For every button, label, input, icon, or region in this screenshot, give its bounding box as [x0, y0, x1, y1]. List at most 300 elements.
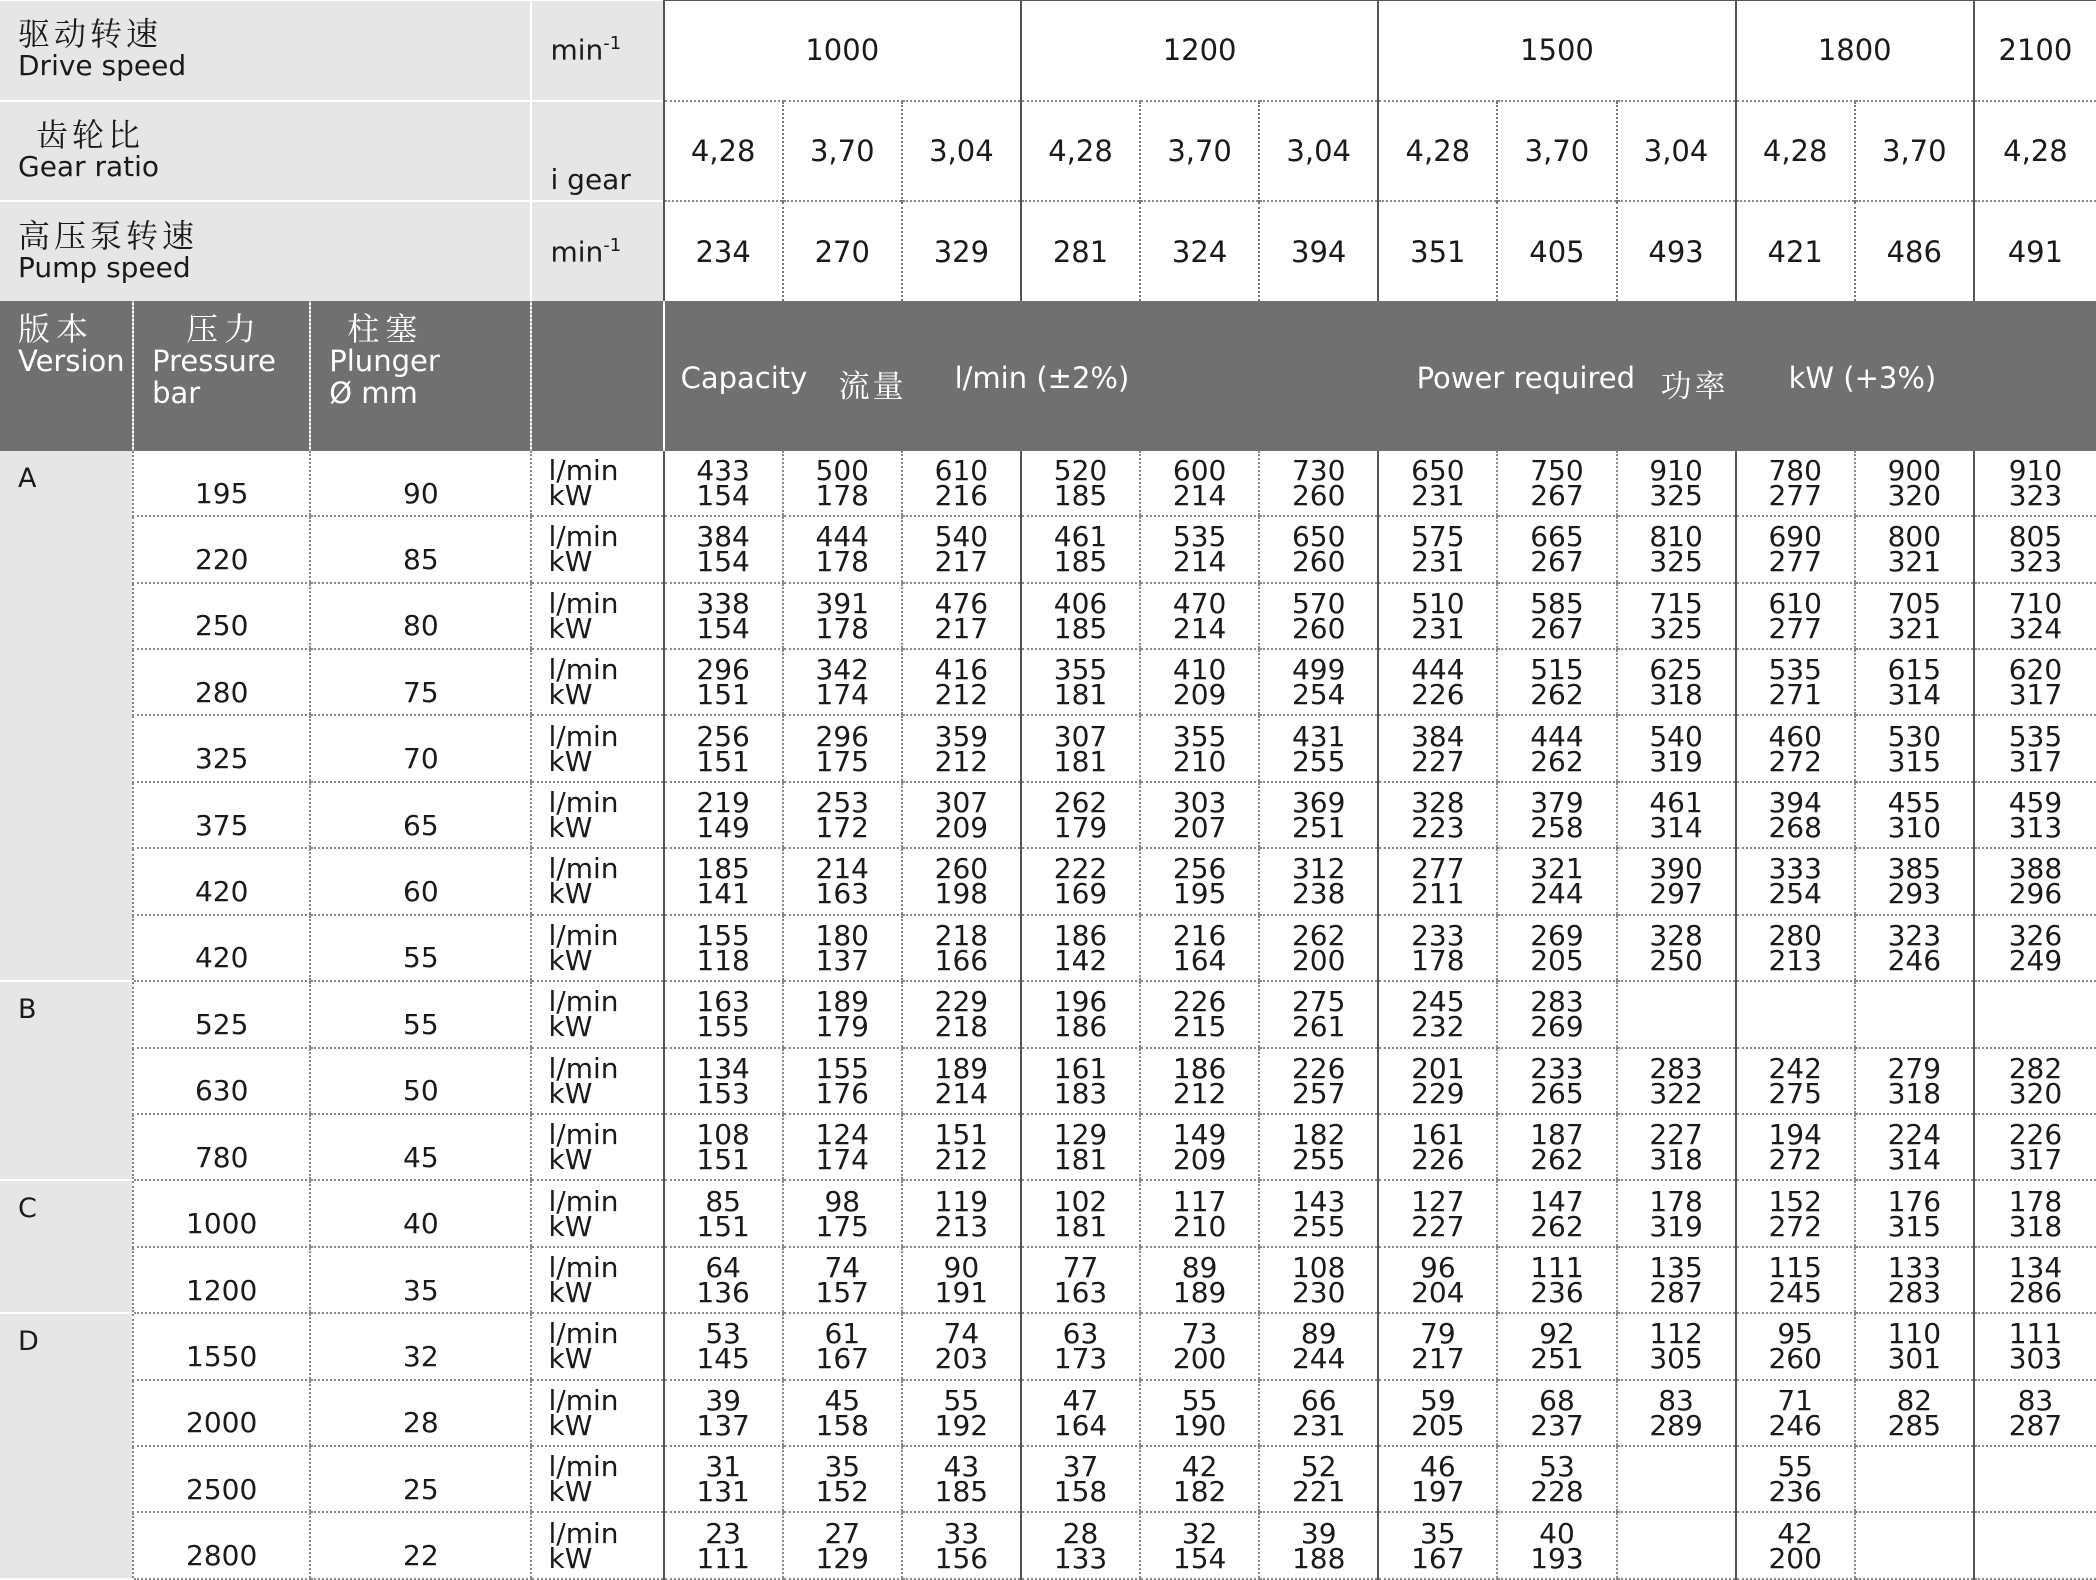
flow-value: 275	[1291, 985, 1346, 1019]
power-unit: kW	[548, 877, 593, 911]
power-value: 261	[1291, 1010, 1346, 1044]
data-cell	[1497, 715, 1616, 781]
flow-value: 515	[1530, 653, 1584, 687]
flow-value: 110	[1887, 1317, 1942, 1351]
data-cell	[1259, 848, 1378, 914]
power-value: 322	[1649, 1076, 1703, 1110]
power-value: 181	[1053, 1143, 1108, 1177]
power-value: 297	[1649, 877, 1703, 911]
data-cell	[1378, 1247, 1497, 1313]
data-cell	[1736, 1380, 1855, 1446]
data-cell	[783, 1313, 902, 1379]
data-cell	[902, 715, 1021, 781]
power-value: 254	[1291, 678, 1346, 712]
flow-value: 665	[1530, 520, 1584, 554]
data-cell	[1497, 1114, 1616, 1180]
pump-speed-value: 491	[1974, 201, 2096, 301]
flow-value: 35	[1420, 1516, 1456, 1550]
data-cell	[783, 1247, 902, 1313]
data-cell	[1855, 1313, 1974, 1379]
data-cell	[783, 915, 902, 981]
flow-value: 296	[815, 719, 869, 753]
power-value: 203	[934, 1342, 989, 1376]
flow-value: 161	[1411, 1118, 1465, 1152]
plunger-value: 40	[310, 1180, 531, 1246]
flow-value: 31	[705, 1450, 741, 1484]
unit-label	[531, 1247, 663, 1313]
data-cell	[902, 1048, 1021, 1114]
data-cell	[1021, 715, 1140, 781]
power-value	[1618, 1479, 1735, 1504]
power-value: 212	[934, 678, 989, 712]
data-cell	[783, 782, 902, 848]
power-value: 185	[1053, 611, 1108, 645]
flow-value: 499	[1291, 653, 1346, 687]
flow-value: 326	[2008, 918, 2063, 952]
power-value: 325	[1649, 611, 1703, 645]
flow-value: 280	[1768, 918, 1822, 952]
drive-speed-value: 1200	[1021, 1, 1378, 101]
flow-value: 262	[1291, 918, 1346, 952]
flow-value: 710	[2008, 586, 2063, 620]
data-cell	[664, 981, 783, 1047]
power-value: 226	[1411, 678, 1465, 712]
flow-value: 227	[1649, 1118, 1703, 1152]
data-cell	[1617, 1114, 1736, 1180]
data-cell	[1974, 1512, 2096, 1579]
flow-value: 312	[1291, 852, 1346, 886]
data-cell	[1140, 1313, 1259, 1379]
data-cell	[902, 1512, 1021, 1579]
data-cell	[1736, 1114, 1855, 1180]
flow-value: 303	[1172, 786, 1227, 820]
flow-value: 83	[1658, 1383, 1694, 1417]
data-cell	[664, 1313, 783, 1379]
power-value: 191	[934, 1276, 989, 1309]
data-cell	[1736, 782, 1855, 848]
power-value: 111	[696, 1541, 750, 1575]
data-cell	[1855, 1114, 1974, 1180]
flow-value: 260	[934, 852, 989, 886]
flow-unit: l/min	[548, 786, 619, 820]
flow-unit: l/min	[548, 719, 619, 753]
flow-value: 218	[934, 918, 989, 952]
flow-value: 55	[1777, 1450, 1813, 1484]
flow-value: 92	[1539, 1317, 1575, 1351]
power-value: 178	[815, 545, 869, 579]
data-cell	[1617, 583, 1736, 649]
power-unit: kW (+3%)	[1788, 361, 1937, 396]
data-cell	[902, 782, 1021, 848]
power-value: 181	[1053, 678, 1108, 712]
unit-label	[531, 715, 663, 781]
data-cell	[1021, 516, 1140, 582]
data-cell	[1497, 1380, 1616, 1446]
flow-value: 307	[1053, 719, 1108, 753]
flow-unit: l/min	[548, 1051, 619, 1085]
data-cell	[1021, 1247, 1140, 1313]
data-cell	[1855, 1446, 1974, 1512]
power-value: 200	[1291, 943, 1346, 977]
power-value: 209	[934, 811, 989, 845]
pump-speed-value: 405	[1497, 201, 1616, 301]
power-value: 310	[1887, 811, 1942, 845]
data-cell	[1140, 649, 1259, 715]
flow-value: 379	[1530, 786, 1584, 820]
power-value: 289	[1649, 1408, 1703, 1442]
unit-label	[531, 848, 663, 914]
data-cell	[1021, 782, 1140, 848]
data-cell	[1974, 848, 2096, 914]
flow-value: 282	[2008, 1051, 2063, 1085]
flow-unit: l/min	[548, 1450, 619, 1484]
data-cell	[902, 1380, 1021, 1446]
data-cell	[1736, 583, 1855, 649]
flow-value: 102	[1053, 1184, 1108, 1218]
flow-value: 53	[705, 1317, 741, 1351]
power-value: 181	[1053, 744, 1108, 778]
flow-unit: l/min	[548, 586, 619, 620]
flow-value: 690	[1768, 520, 1822, 554]
power-value: 321	[1887, 611, 1942, 645]
power-value: 179	[815, 1010, 869, 1044]
flow-value: 625	[1649, 653, 1703, 687]
power-value: 231	[1411, 545, 1465, 579]
table-row	[0, 1247, 2096, 1313]
data-cell	[1974, 516, 2096, 582]
flow-value: 342	[815, 653, 869, 687]
power-value: 320	[1887, 479, 1942, 513]
power-value: 176	[815, 1076, 869, 1110]
data-cell	[1378, 451, 1497, 516]
flow-value: 47	[1062, 1383, 1099, 1417]
pump-speed-label: 高压泵转速 Pump speed	[0, 201, 531, 301]
power-value: 137	[696, 1408, 750, 1442]
flow-value: 182	[1291, 1118, 1346, 1152]
version-header: 版本 Version	[0, 301, 133, 451]
power-value: 210	[1172, 744, 1227, 778]
flow-value: 98	[824, 1184, 861, 1218]
flow-value: 242	[1768, 1051, 1822, 1085]
pressure-value: 195	[133, 451, 310, 516]
table-row	[0, 848, 2096, 914]
flow-value: 433	[696, 454, 750, 488]
drive-speed-value: 2100	[1974, 1, 2096, 101]
pump-speed-value: 493	[1617, 201, 1736, 301]
power-value: 141	[696, 877, 750, 911]
flow-value: 189	[934, 1051, 989, 1085]
power-unit: kW	[548, 744, 593, 778]
flow-value: 85	[705, 1184, 741, 1218]
data-cell	[1497, 1247, 1616, 1313]
pressure-value: 2500	[133, 1446, 310, 1512]
power-value: 214	[1172, 545, 1227, 579]
flow-value: 219	[696, 786, 750, 820]
power-value: 212	[934, 744, 989, 778]
data-cell	[1140, 1446, 1259, 1512]
data-cell	[1140, 715, 1259, 781]
power-value: 137	[815, 943, 869, 977]
power-value: 158	[815, 1408, 869, 1442]
unit-label	[531, 915, 663, 981]
power-value: 192	[934, 1408, 989, 1442]
flow-value: 79	[1420, 1317, 1456, 1351]
power-value: 200	[1768, 1541, 1822, 1575]
pressure-value: 2800	[133, 1512, 310, 1579]
data-cell	[783, 583, 902, 649]
flow-value: 459	[2008, 786, 2063, 820]
flow-value: 535	[2008, 719, 2063, 753]
data-cell	[1497, 1180, 1616, 1246]
plunger-value: 32	[310, 1313, 531, 1379]
power-value: 262	[1530, 678, 1584, 712]
data-cell	[1617, 451, 1736, 516]
plunger-header: 柱塞 Plunger Ø mm	[310, 301, 531, 451]
power-value	[1856, 1546, 1973, 1571]
power-value: 145	[696, 1342, 750, 1376]
data-cell	[1259, 1512, 1378, 1579]
data-cell	[664, 782, 783, 848]
flow-value: 112	[1649, 1317, 1703, 1351]
flow-unit: l/min	[548, 918, 619, 952]
data-cell	[1617, 1446, 1736, 1512]
power-value: 285	[1887, 1408, 1942, 1442]
power-value: 118	[696, 943, 750, 977]
data-cell	[1855, 583, 1974, 649]
power-value: 163	[1053, 1276, 1108, 1309]
flow-value: 431	[1291, 719, 1346, 753]
power-value: 167	[815, 1342, 869, 1376]
flow-value: 42	[1777, 1516, 1813, 1550]
pump-speed-value: 234	[664, 201, 783, 301]
data-cell	[1617, 649, 1736, 715]
flow-value: 108	[696, 1118, 750, 1152]
data-cell	[1259, 782, 1378, 848]
power-value: 185	[1053, 545, 1108, 579]
table-row	[0, 715, 2096, 781]
flow-value: 338	[696, 586, 750, 620]
flow-unit: l/min	[548, 985, 619, 1019]
data-cell	[902, 1180, 1021, 1246]
data-cell	[1736, 1313, 1855, 1379]
flow-value: 570	[1291, 586, 1346, 620]
unit-label	[531, 1114, 663, 1180]
data-cell	[783, 1380, 902, 1446]
data-cell	[1378, 1048, 1497, 1114]
data-cell	[1974, 915, 2096, 981]
plunger-value: 90	[310, 451, 531, 516]
flow-value: 388	[2008, 852, 2063, 886]
drive-speed-value: 1000	[664, 1, 1021, 101]
power-value: 205	[1530, 943, 1584, 977]
power-value: 166	[934, 943, 989, 977]
data-cell	[1736, 848, 1855, 914]
power-value: 178	[815, 479, 869, 513]
data-cell	[783, 1512, 902, 1579]
power-value: 155	[696, 1010, 750, 1044]
power-value: 169	[1053, 877, 1108, 911]
data-cell	[1497, 782, 1616, 848]
unit-label	[531, 981, 663, 1047]
data-cell	[1378, 1180, 1497, 1246]
pressure-value: 420	[133, 915, 310, 981]
plunger-value: 28	[310, 1380, 531, 1446]
drive-speed-row	[0, 1, 2096, 101]
pressure-value: 1200	[133, 1247, 310, 1313]
power-unit: kW	[548, 1076, 593, 1110]
power-value: 313	[2008, 811, 2063, 845]
power-value: 244	[1530, 877, 1584, 911]
table-row	[0, 1048, 2096, 1114]
data-cell	[1974, 1048, 2096, 1114]
power-value: 205	[1411, 1408, 1465, 1442]
gear-ratio-value: 4,28	[1974, 101, 2096, 201]
power-value: 227	[1411, 744, 1465, 778]
flow-value: 444	[1411, 653, 1465, 687]
data-cell	[1855, 1380, 1974, 1446]
flow-value: 115	[1768, 1251, 1822, 1284]
data-cell	[1497, 1512, 1616, 1579]
data-cell	[1140, 1512, 1259, 1579]
power-value: 267	[1530, 545, 1584, 579]
power-value: 250	[1649, 943, 1703, 977]
flow-value: 226	[1172, 985, 1227, 1019]
plunger-value: 70	[310, 715, 531, 781]
power-value: 254	[1768, 877, 1822, 911]
power-value: 314	[1887, 1143, 1942, 1177]
power-unit: kW	[548, 1143, 593, 1177]
data-cell	[1378, 583, 1497, 649]
data-cell	[783, 1048, 902, 1114]
gear-ratio-value: 3,04	[1259, 101, 1378, 201]
power-value: 204	[1411, 1276, 1465, 1309]
power-value: 190	[1172, 1408, 1227, 1442]
pressure-value: 420	[133, 848, 310, 914]
flow-unit: l/min	[548, 1118, 619, 1152]
flow-value: 500	[815, 454, 869, 488]
flow-value: 89	[1181, 1251, 1218, 1284]
flow-value: 391	[815, 586, 869, 620]
power-unit: kW	[548, 611, 593, 645]
pressure-value: 630	[133, 1048, 310, 1114]
plunger-value: 25	[310, 1446, 531, 1512]
flow-value: 133	[1887, 1251, 1942, 1284]
power-value: 209	[1172, 678, 1227, 712]
power-value: 227	[1411, 1209, 1465, 1243]
plunger-value: 60	[310, 848, 531, 914]
power-value: 258	[1530, 811, 1584, 845]
drive-speed-unit: $\min^{-1}$	[531, 1, 663, 101]
data-cell	[664, 649, 783, 715]
data-cell	[1974, 1180, 2096, 1246]
data-cell	[1617, 1247, 1736, 1313]
power-value: 236	[1530, 1276, 1584, 1309]
power-unit: kW	[548, 479, 593, 513]
unit-label	[531, 1446, 663, 1512]
data-cell	[1736, 649, 1855, 715]
column-header-row	[0, 301, 2096, 451]
power-value: 131	[696, 1475, 750, 1509]
flow-value: 575	[1411, 520, 1465, 554]
data-cell	[1497, 1048, 1616, 1114]
version-label: A	[0, 451, 133, 981]
data-cell	[902, 1247, 1021, 1313]
flow-value: 52	[1300, 1450, 1337, 1484]
power-value: 262	[1530, 744, 1584, 778]
power-value	[1856, 1479, 1973, 1504]
flow-value: 55	[1181, 1383, 1218, 1417]
power-value: 267	[1530, 479, 1584, 513]
flow-value: 196	[1053, 985, 1108, 1019]
data-cell	[1736, 1512, 1855, 1579]
pressure-value: 1000	[133, 1180, 310, 1246]
power-value: 163	[815, 877, 869, 911]
power-value: 317	[2008, 1143, 2063, 1177]
plunger-value: 55	[310, 915, 531, 981]
data-cell	[1497, 1446, 1616, 1512]
flow-value: 149	[1172, 1118, 1227, 1152]
pump-speed-row	[0, 201, 2096, 301]
power-value: 133	[1053, 1541, 1108, 1575]
data-cell	[1378, 1313, 1497, 1379]
data-cell	[1140, 1380, 1259, 1446]
data-cell	[902, 1446, 1021, 1512]
flow-value: 135	[1649, 1251, 1703, 1284]
gear-ratio-value: 3,70	[1497, 101, 1616, 201]
data-cell	[1974, 1114, 2096, 1180]
flow-value: 416	[934, 653, 989, 687]
power-value: 152	[815, 1475, 869, 1509]
data-cell	[664, 583, 783, 649]
power-value: 319	[1649, 744, 1703, 778]
flow-value: 201	[1411, 1051, 1465, 1085]
flow-value: 74	[943, 1317, 980, 1351]
power-value: 251	[1530, 1342, 1584, 1376]
data-cell	[1378, 782, 1497, 848]
power-value: 296	[2008, 877, 2063, 911]
data-cell	[1259, 1247, 1378, 1313]
flow-value: 900	[1887, 454, 1942, 488]
unit-label	[531, 1380, 663, 1446]
power-value: 245	[1768, 1276, 1822, 1309]
data-cell	[1259, 649, 1378, 715]
data-cell	[1140, 1180, 1259, 1246]
data-cell	[664, 1247, 783, 1313]
power-value: 154	[696, 545, 750, 579]
capacity-en: Capacity	[680, 361, 808, 396]
unit-label	[531, 1180, 663, 1246]
power-unit: kW	[548, 678, 593, 712]
flow-value: 111	[1530, 1251, 1584, 1284]
power-value: 262	[1530, 1209, 1584, 1243]
flow-value: 307	[934, 786, 989, 820]
power-value: 158	[1053, 1475, 1108, 1509]
power-value: 197	[1411, 1475, 1465, 1509]
flow-value: 406	[1053, 586, 1108, 620]
pressure-header: 压力 Pressure bar	[133, 301, 310, 451]
power-value: 216	[934, 479, 989, 513]
power-value	[1975, 1546, 2096, 1571]
data-cell	[1021, 1380, 1140, 1446]
power-value: 175	[815, 744, 869, 778]
unit-label	[531, 516, 663, 582]
version-label: C	[0, 1180, 133, 1313]
power-value: 181	[1053, 1209, 1108, 1243]
power-value: 136	[696, 1276, 750, 1309]
data-cell	[1140, 848, 1259, 914]
data-cell	[1497, 1313, 1616, 1379]
power-value: 174	[815, 678, 869, 712]
